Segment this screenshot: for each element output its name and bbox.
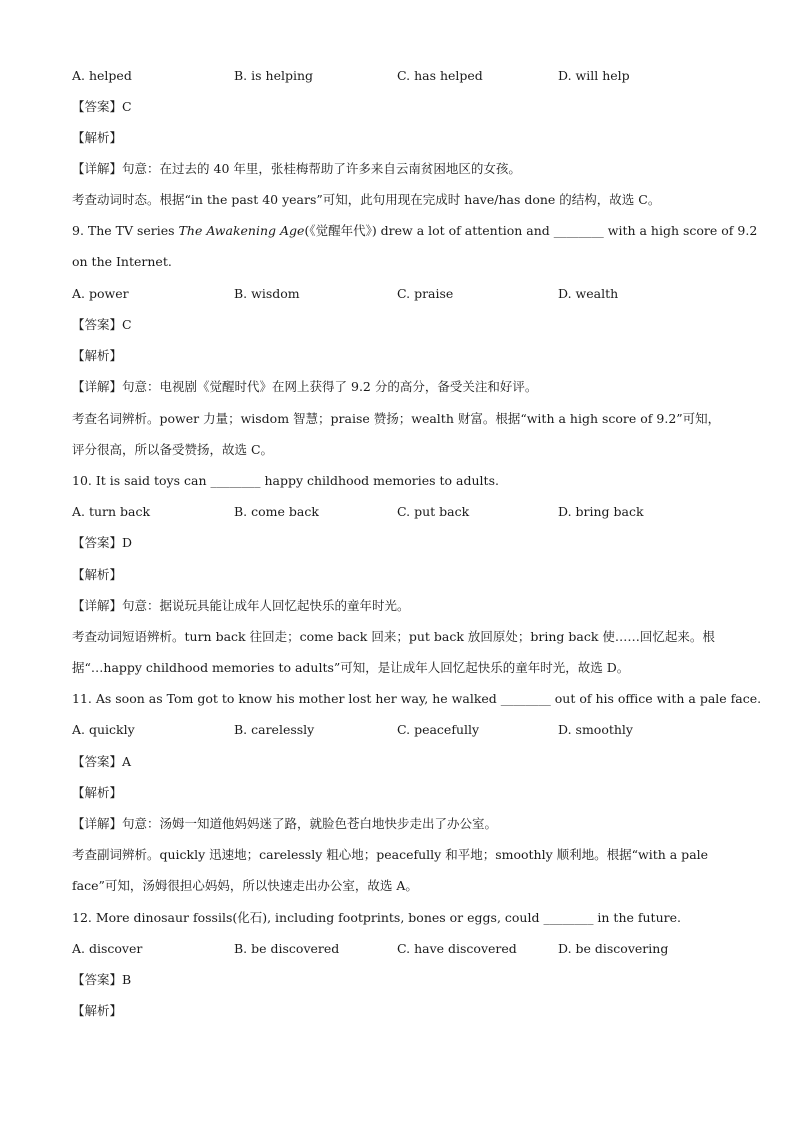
- option-b: B. be discovered: [234, 941, 340, 956]
- option-b: B. is helping: [234, 68, 314, 83]
- answer-value: B: [122, 972, 132, 987]
- answer-label: 【答案】: [72, 317, 123, 332]
- q9-stem-cont: on the Internet.: [72, 254, 172, 269]
- option-c: C. has helped: [397, 68, 483, 83]
- q10-answer: [72, 533, 734, 553]
- option-b: B. carelessly: [234, 722, 315, 737]
- q10-analysis-label: 【解析】: [72, 567, 123, 582]
- q10-stem: 10. It is said toys can ________ happy childhood memories to adults.: [72, 473, 499, 488]
- answer-value: C: [122, 99, 132, 114]
- q11-stem: 11. As soon as Tom got to know his mother lost her way, he walked ________ out of his office with a pale face.: [72, 691, 762, 706]
- option-a: A. turn back: [72, 504, 151, 519]
- q11-analysis-label: 【解析】: [72, 785, 123, 800]
- detail-label: 【详解】: [72, 379, 123, 394]
- q12-analysis-label: 【解析】: [72, 1003, 123, 1018]
- answer-value: A: [122, 754, 132, 769]
- q10-explanation-2: 据“…happy childhood memories to adults”可知，是让成年人回忆起快乐的童年时光，故选 D。: [72, 660, 630, 675]
- q9-series-title: The Awakening Age: [178, 223, 305, 238]
- detail-text: 句意：据说玩具能让成年人回忆起快乐的童年时光。: [122, 598, 410, 613]
- q8-explanation: 考查动词时态。根据“in the past 40 years”可知，此句用现在完成时 have/has done 的结构，故选 C。: [72, 192, 661, 207]
- option-a: A. helped: [72, 68, 132, 83]
- answer-label: 【答案】: [72, 535, 123, 550]
- option-a: A. discover: [72, 941, 143, 956]
- option-c: C. peacefully: [397, 722, 480, 737]
- detail-text: 句意：电视剧《觉醒时代》在网上获得了 9.2 分的高分，备受关注和好评。: [122, 379, 538, 394]
- q10-detail: [72, 596, 734, 616]
- q11-answer: [72, 752, 734, 772]
- detail-text: 句意：在过去的 40 年里，张桂梅帮助了许多来自云南贫困地区的女孩。: [122, 161, 521, 176]
- q8-detail: [72, 159, 734, 179]
- q10-explanation-1: 考查动词短语辨析。turn back 往回走；come back 回来；put back 放回原处；bring back 使……回忆起来。根: [72, 629, 715, 644]
- detail-text: 句意：汤姆一知道他妈妈迷了路，就脸色苍白地快步走出了办公室。: [122, 816, 498, 831]
- answer-label: 【答案】: [72, 972, 123, 987]
- q9-stem-part1: 9. The TV series: [72, 223, 179, 238]
- q9-detail: [72, 377, 734, 397]
- option-b: B. wisdom: [234, 286, 300, 301]
- option-d: D. bring back: [558, 504, 644, 519]
- option-c: C. put back: [397, 504, 470, 519]
- option-a: A. quickly: [72, 722, 135, 737]
- q9-explanation-2: 评分很高，所以备受赞扬，故选 C。: [72, 442, 274, 457]
- option-c: C. praise: [397, 286, 454, 301]
- q9-explanation-1: 考查名词辨析。power 力量；wisdom 智慧；praise 赞扬；wealth 财富。根据“with a high score of 9.2”可知，: [72, 411, 721, 426]
- option-b: B. come back: [234, 504, 319, 519]
- answer-value: D: [122, 535, 133, 550]
- q12-answer: [72, 970, 734, 990]
- q9-analysis-label: 【解析】: [72, 348, 123, 363]
- answer-value: C: [122, 317, 132, 332]
- answer-label: 【答案】: [72, 754, 123, 769]
- option-a: A. power: [72, 286, 129, 301]
- option-d: D. will help: [558, 68, 630, 83]
- q12-stem: 12. More dinosaur fossils(化石), including footprints, bones or eggs, could ________ in the future.: [72, 910, 681, 925]
- option-d: D. smoothly: [558, 722, 633, 737]
- option-c: C. have discovered: [397, 941, 517, 956]
- q9-answer: [72, 315, 734, 335]
- q8-answer: [72, 97, 734, 117]
- q9-stem: [72, 221, 758, 241]
- q11-detail: [72, 814, 734, 834]
- option-d: D. wealth: [558, 286, 619, 301]
- q11-explanation-2: face”可知，汤姆很担心妈妈，所以快速走出办公室，故选 A。: [72, 878, 418, 893]
- q11-explanation-1: 考查副词辨析。quickly 迅速地；carelessly 粗心地；peacefully 和平地；smoothly 顺利地。根据“with a pale: [72, 847, 709, 862]
- detail-label: 【详解】: [72, 161, 123, 176]
- q9-stem-part2: (《觉醒年代》) drew a lot of attention and ________ with a high score of 9.2: [304, 223, 758, 238]
- detail-label: 【详解】: [72, 816, 123, 831]
- option-d: D. be discovering: [558, 941, 669, 956]
- q8-analysis-label: 【解析】: [72, 130, 123, 145]
- detail-label: 【详解】: [72, 598, 123, 613]
- answer-label: 【答案】: [72, 99, 123, 114]
